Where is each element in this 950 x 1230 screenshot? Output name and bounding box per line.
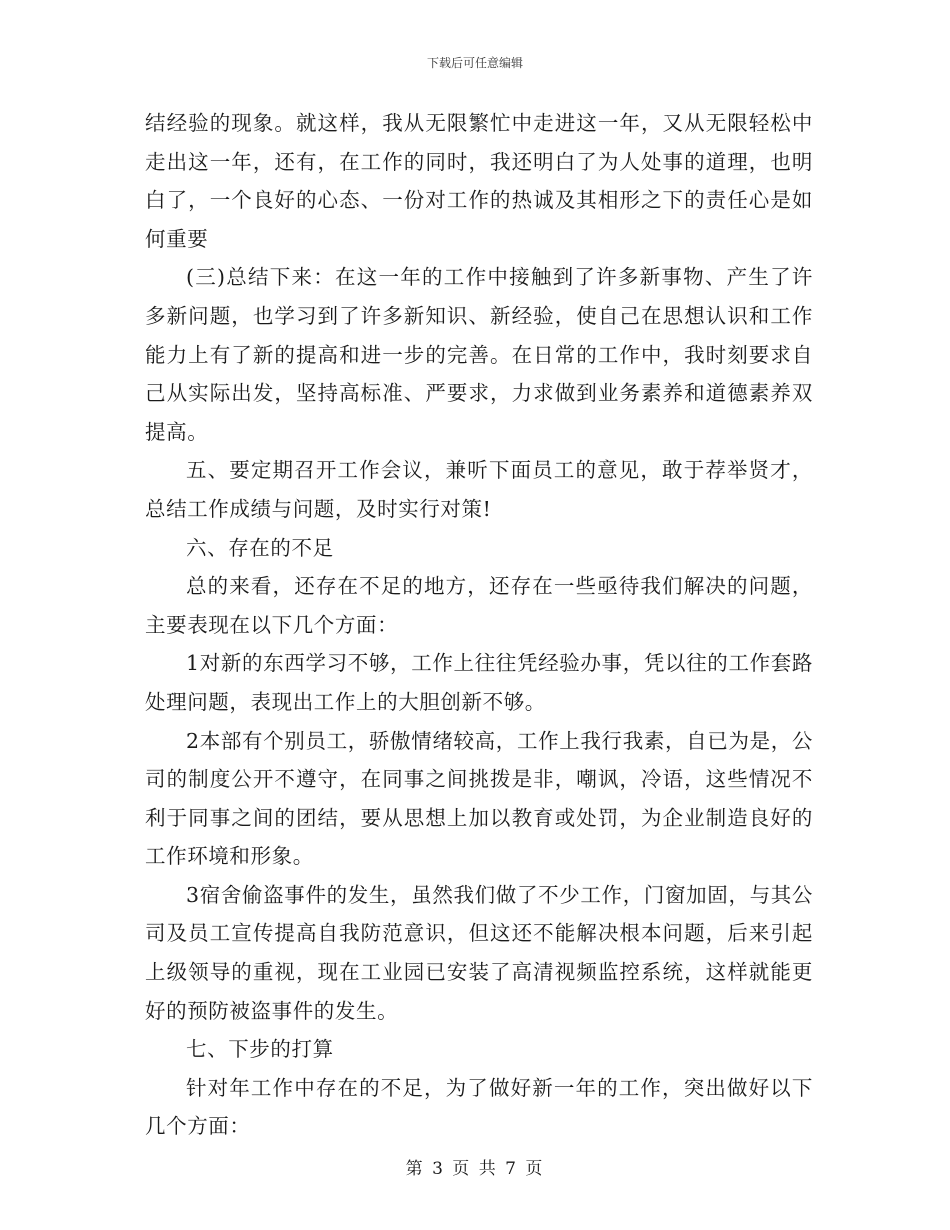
list-item-2: 2本部有个别员工，骄傲情绪较高，工作上我行我素，自已为是，公司的制度公开不遵守，在同事之间挑拨是非，嘲讽，冷语，这些情况不利于同事之间的团结，要从思想上加以教育或处罚，为企业制造良好的工作环境和形象。 bbox=[145, 728, 813, 869]
page-header: 下载后可任意编辑 bbox=[426, 56, 523, 70]
paragraph-10: 针对年工作中存在的不足，为了做好新一年的工作，突出做好以下几个方面： bbox=[145, 1075, 813, 1139]
section-heading-6: 六、存在的不足 bbox=[186, 535, 334, 560]
paragraph-3: 五、要定期召开工作会议，兼听下面员工的意见，敢于荐举贤才，总结工作成绩与问题，及时实行对策! bbox=[145, 458, 813, 521]
document-body bbox=[145, 104, 813, 1146]
list-item-3: 3宿舍偷盗事件的发生，虽然我们做了不少工作，门窗加固，与其公司及员工宣传提高自我防范意识，但这还不能解决根本问题，后来引起上级领导的重视，现在工业园已安装了高清视频监控系统，这样就能更好的预防被盗事件的发生。 bbox=[145, 882, 813, 1023]
page-number-footer: 第 3 页 共 7 页 bbox=[405, 1159, 545, 1179]
section-heading-7: 七、下步的打算 bbox=[186, 1037, 334, 1062]
list-item-1: 1对新的东西学习不够，工作上往往凭经验办事，凭以往的工作套路处理问题，表现出工作上的大胆创新不够。 bbox=[145, 651, 813, 714]
paragraph-2: (三)总结下来：在这一年的工作中接触到了许多新事物、产生了许多新问题，也学习到了许多新知识、新经验，使自己在思想认识和工作能力上有了新的提高和进一步的完善。在日常的工作中，我时刻要求自己从实际出发，坚持高标准、严要求，力求做到业务素养和道德素养双提高。 bbox=[145, 265, 813, 444]
paragraph-5: 总的来看，还存在不足的地方，还存在一些亟待我们解决的问题，主要表现在以下几个方面： bbox=[145, 574, 813, 637]
paragraph-1: 结经验的现象。就这样，我从无限繁忙中走进这一年，又从无限轻松中走出这一年，还有，在工作的同时，我还明白了为人处事的道理，也明白了，一个良好的心态、一份对工作的热诚及其相形之下的责任心是如何重要 bbox=[145, 111, 813, 251]
